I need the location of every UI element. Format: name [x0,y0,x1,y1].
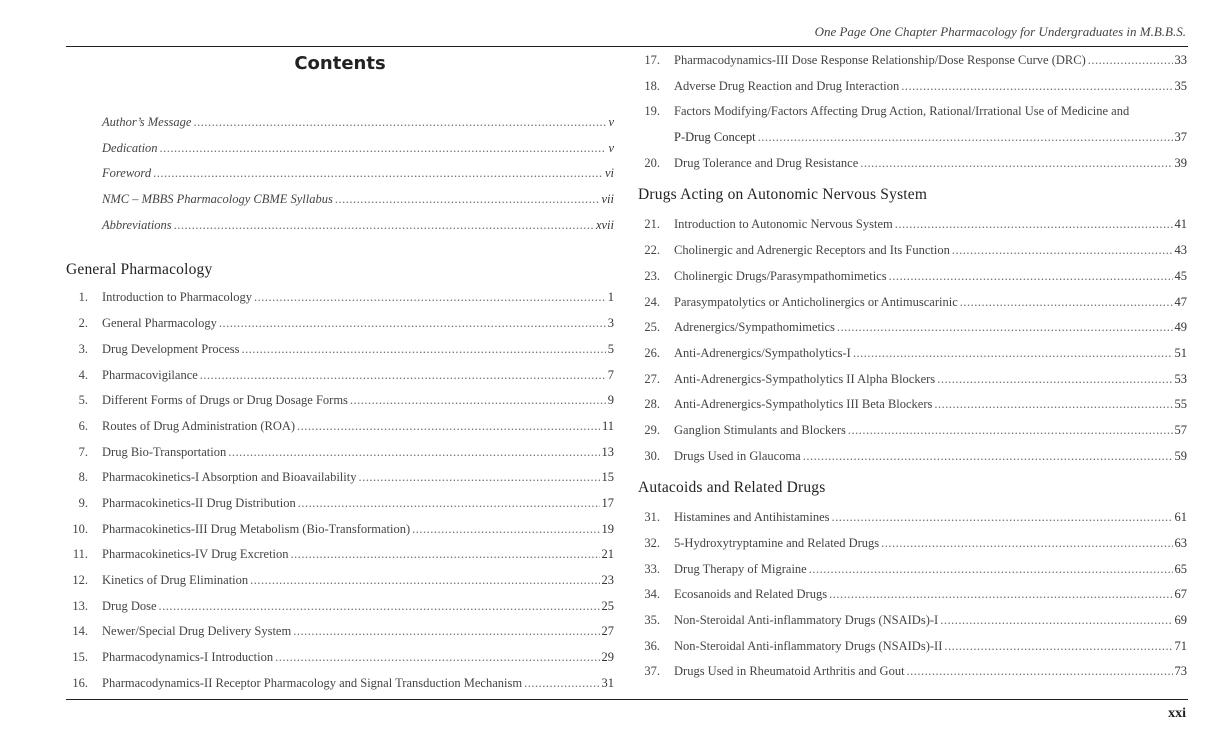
entry-title: NMC – MBBS Pharmacology CBME Syllabus [102,192,333,207]
entry-number: 14. [72,624,88,639]
section-heading-autacoids: Autacoids and Related Drugs [638,479,826,497]
dot-leader [952,238,1173,264]
entry-page: 15 [601,470,614,485]
entry-title: Drug Dose [102,598,157,613]
entry-number: 30. [644,448,660,463]
front-matter-entry [66,187,614,213]
entry-page: 71 [1174,638,1187,653]
entry-number: 21. [644,217,660,232]
entry-page: 1 [607,290,614,305]
entry-number: 5. [78,393,88,408]
entry-page: 49 [1174,320,1187,335]
dot-leader [250,568,599,594]
entry-page: vi [604,166,614,181]
entry-title: Parasympatolytics or Anticholinergics or Antimuscarinic [674,294,958,309]
entry-title: Different Forms of Drugs or Drug Dosage Forms [102,393,348,408]
entry-page: 35 [1174,78,1187,93]
dot-leader [219,311,606,337]
toc-entry [66,491,614,517]
entry-title: Dedication [102,140,158,155]
dot-leader [298,491,600,517]
entry-page: 65 [1174,561,1187,576]
entry-number: 3. [78,341,88,356]
toc-entry [66,542,614,568]
autacoids-list [638,505,1187,685]
entry-title: Pharmacokinetics-I Absorption and Bioavailability [102,470,357,485]
general-pharmacology-list-continued [638,48,1187,176]
entry-page: 21 [601,547,614,562]
toc-entry [66,517,614,543]
dot-leader [881,531,1172,557]
entry-page: 17 [601,495,614,510]
right-column [638,48,1187,685]
dot-leader [837,315,1173,341]
entry-page: 51 [1174,345,1187,360]
dot-leader [200,363,606,389]
toc-entry [638,341,1187,367]
dot-leader [412,517,599,543]
toc-entry [66,414,614,440]
toc-entry [638,392,1187,418]
entry-number: 1. [78,290,88,305]
entry-page: v [608,115,614,129]
entry-page: 53 [1174,371,1187,386]
entry-title: Pharmacodynamics-II Receptor Pharmacology and Signal Transduction Mechanism [102,675,523,690]
entry-page: 41 [1174,217,1187,232]
contents-title: Contents [294,53,386,74]
dot-leader [254,285,606,311]
entry-page: 5 [607,341,614,356]
entry-number: 33. [644,561,660,576]
dot-leader [160,136,607,162]
entry-title: General Pharmacology [102,316,217,331]
dot-leader [937,367,1172,393]
dot-leader [153,161,603,187]
entry-number: 31. [644,510,660,525]
toc-entry [638,48,1187,74]
entry-title: Pharmacokinetics-IV Drug Excretion [102,547,289,562]
entry-number: 6. [78,418,88,433]
entry-page: 47 [1174,294,1187,309]
entry-title: Introduction to Autonomic Nervous System [674,217,893,232]
toc-entry [66,363,614,389]
entry-page: 23 [601,573,614,587]
entry-page: 61 [1174,510,1187,525]
entry-title: Pharmacodynamics-I Introduction [102,650,274,665]
entry-number: 22. [644,243,660,258]
entry-title: Non-Steroidal Anti-inflammatory Drugs (NSAIDs)-II [674,638,943,653]
dot-leader [940,608,1172,634]
toc-entry [638,531,1187,557]
page-number: xxi [1168,706,1186,721]
entry-title: Kinetics of Drug Elimination [102,573,249,587]
entry-page: 43 [1174,243,1187,258]
dot-leader [524,671,599,697]
entry-number: 16. [72,675,88,690]
dot-leader [241,337,605,363]
dot-leader [901,74,1172,100]
entry-page: 7 [607,367,614,382]
dot-leader [193,110,606,136]
dot-leader [297,414,600,440]
toc-entry [638,557,1187,583]
entry-page: 31 [601,675,614,690]
dot-leader [1088,48,1173,74]
entry-number: 10. [72,521,88,536]
entry-title: Pharmacokinetics-II Drug Distribution [102,495,296,510]
dot-leader [803,444,1173,470]
bottom-rule [66,699,1188,700]
entry-title: 5-Hydroxytryptamine and Related Drugs [674,536,880,550]
entry-title: Cholinergic Drugs/Parasympathomimetics [674,268,887,283]
toc-entry [66,337,614,363]
toc-entry [638,151,1187,177]
entry-page: 33 [1174,53,1187,67]
entry-number: 34. [644,587,660,602]
dot-leader [291,542,600,568]
entry-page: v [608,140,614,155]
toc-entry [638,264,1187,290]
entry-number: 13. [72,598,88,613]
dot-leader [895,212,1173,238]
entry-page: 19 [601,521,614,536]
entry-title: Drug Tolerance and Drug Resistance [674,155,859,170]
entry-number: 26. [644,345,660,360]
entry-number: 19. [644,104,660,119]
entry-title: Introduction to Pharmacology [102,290,252,305]
entry-title: Pharmacovigilance [102,367,198,382]
entry-title: Drug Development Process [102,341,240,356]
toc-entry [66,465,614,491]
entry-title: Adverse Drug Reaction and Drug Interaction [674,78,900,93]
entry-title: Anti-Adrenergics/Sympatholytics-I [674,345,851,360]
toc-entry [638,505,1187,531]
entry-title: Author’s Message [102,115,192,129]
toc-entry [66,594,614,620]
entry-number: 17. [644,53,660,67]
toc-entry [638,212,1187,238]
entry-number: 2. [78,316,88,331]
toc-entry [66,388,614,414]
entry-page: 55 [1174,397,1187,412]
dot-leader [960,290,1173,316]
entry-title: Drugs Used in Rheumatoid Arthritis and Gout [674,664,905,679]
toc-entry [638,315,1187,341]
toc-entry [638,659,1187,685]
entry-number: 23. [644,268,660,283]
toc-entry [638,367,1187,393]
dot-leader [293,619,599,645]
entry-title: Anti-Adrenergics-Sympatholytics III Beta Blockers [674,397,933,412]
entry-page: 13 [601,444,614,459]
entry-number: 18. [644,78,660,93]
dot-leader [907,659,1173,685]
front-matter-entry [66,213,614,239]
toc-entry [638,74,1187,100]
entry-page: 27 [601,624,614,639]
dot-leader [758,125,1173,151]
toc-entry [638,418,1187,444]
entry-title: Histamines and Antihistamines [674,510,830,525]
entry-number: 15. [72,650,88,665]
entry-page: 11 [601,418,614,433]
general-pharmacology-list [66,285,614,696]
entry-title: Ganglion Stimulants and Blockers [674,422,846,437]
toc-entry [638,290,1187,316]
toc-entry [66,285,614,311]
entry-page: 29 [601,650,614,665]
entry-number: 4. [78,367,88,382]
dot-leader [335,187,600,213]
entry-title: Drugs Used in Glaucoma [674,448,801,463]
dot-leader [853,341,1173,367]
entry-title: Newer/Special Drug Delivery System [102,624,292,639]
toc-entry [638,608,1187,634]
entry-title: Anti-Adrenergics-Sympatholytics II Alpha Blockers [674,371,936,386]
running-head: One Page One Chapter Pharmacology for Undergraduates in M.B.B.S. [814,24,1186,39]
entry-number: 7. [78,444,88,459]
entry-title: Factors Modifying/Factors Affecting Drug Action, Rational/Irrational Use of Medicine and [674,104,1130,119]
dot-leader [934,392,1172,418]
dot-leader [159,594,600,620]
entry-title: Ecosanoids and Related Drugs [674,587,828,602]
toc-entry [66,671,614,697]
toc-entry [638,634,1187,660]
entry-number: 12. [72,573,88,587]
section-heading-ans: Drugs Acting on Autonomic Nervous System [638,186,928,204]
toc-entry [66,645,614,671]
entry-title: Drug Therapy of Migraine [674,561,807,576]
toc-entry [638,582,1187,608]
entry-page: vii [601,192,614,207]
toc-entry-continued [638,125,1187,151]
dot-leader [944,634,1172,660]
toc-entry [66,440,614,466]
dot-leader [275,645,599,671]
dot-leader [228,440,599,466]
left-column [66,48,614,696]
entry-number: 37. [644,664,660,679]
entry-title: Adrenergics/Sympathomimetics [674,320,835,335]
ans-list [638,212,1187,469]
toc-entry [66,568,614,594]
toc-entry [638,238,1187,264]
entry-title: Abbreviations [102,217,172,232]
dot-leader [358,465,599,491]
entry-title: Drug Bio-Transportation [102,444,227,459]
entry-page: 3 [607,316,614,331]
front-matter-entry [66,110,614,136]
entry-number: 29. [644,422,660,437]
entry-title-continued: P-Drug Concept [674,130,756,145]
dot-leader [848,418,1173,444]
dot-leader [350,388,606,414]
entry-page: 37 [1174,130,1187,145]
toc-entry [638,99,1187,125]
entry-number: 35. [644,613,660,628]
entry-page: 63 [1174,536,1187,550]
entry-number: 28. [644,397,660,412]
entry-page: 57 [1174,422,1187,437]
toc-entry [638,444,1187,470]
dot-leader [174,213,594,239]
entry-number: 25. [644,320,660,335]
entry-number: 27. [644,371,660,386]
entry-title: Pharmacodynamics-III Dose Response Relationship/Dose Response Curve (DRC) [674,53,1086,67]
toc-entry [66,619,614,645]
entry-page: 73 [1174,664,1187,679]
top-rule [66,46,1188,47]
entry-number: 32. [644,536,660,550]
entry-page: 67 [1174,587,1187,602]
front-matter-entry [66,161,614,187]
front-matter-entry [66,136,614,162]
entry-title: Non-Steroidal Anti-inflammatory Drugs (NSAIDs)-I [674,613,939,628]
section-heading-general: General Pharmacology [66,261,213,279]
front-matter-list [66,110,614,238]
entry-page: 39 [1174,155,1187,170]
entry-number: 9. [78,495,88,510]
entry-page: 25 [601,598,614,613]
dot-leader [809,557,1173,583]
entry-page: 9 [607,393,614,408]
entry-number: 11. [72,547,88,562]
entry-title: Routes of Drug Administration (ROA) [102,418,296,433]
entry-number: 24. [644,294,660,309]
entry-number: 36. [644,638,660,653]
entry-title: Cholinergic and Adrenergic Receptors and Its Function [674,243,950,258]
entry-page: 69 [1174,613,1187,628]
dot-leader [860,151,1172,177]
entry-page: 45 [1174,268,1187,283]
entry-page: 59 [1174,448,1187,463]
entry-title: Foreword [102,166,152,181]
dot-leader [889,264,1173,290]
toc-entry [66,311,614,337]
dot-leader [832,505,1173,531]
dot-leader [829,582,1172,608]
entry-number: 20. [644,155,660,170]
entry-title: Pharmacokinetics-III Drug Metabolism (Bio-Transformation) [102,521,411,536]
entry-page: xvii [595,217,614,232]
entry-number: 8. [78,470,88,485]
